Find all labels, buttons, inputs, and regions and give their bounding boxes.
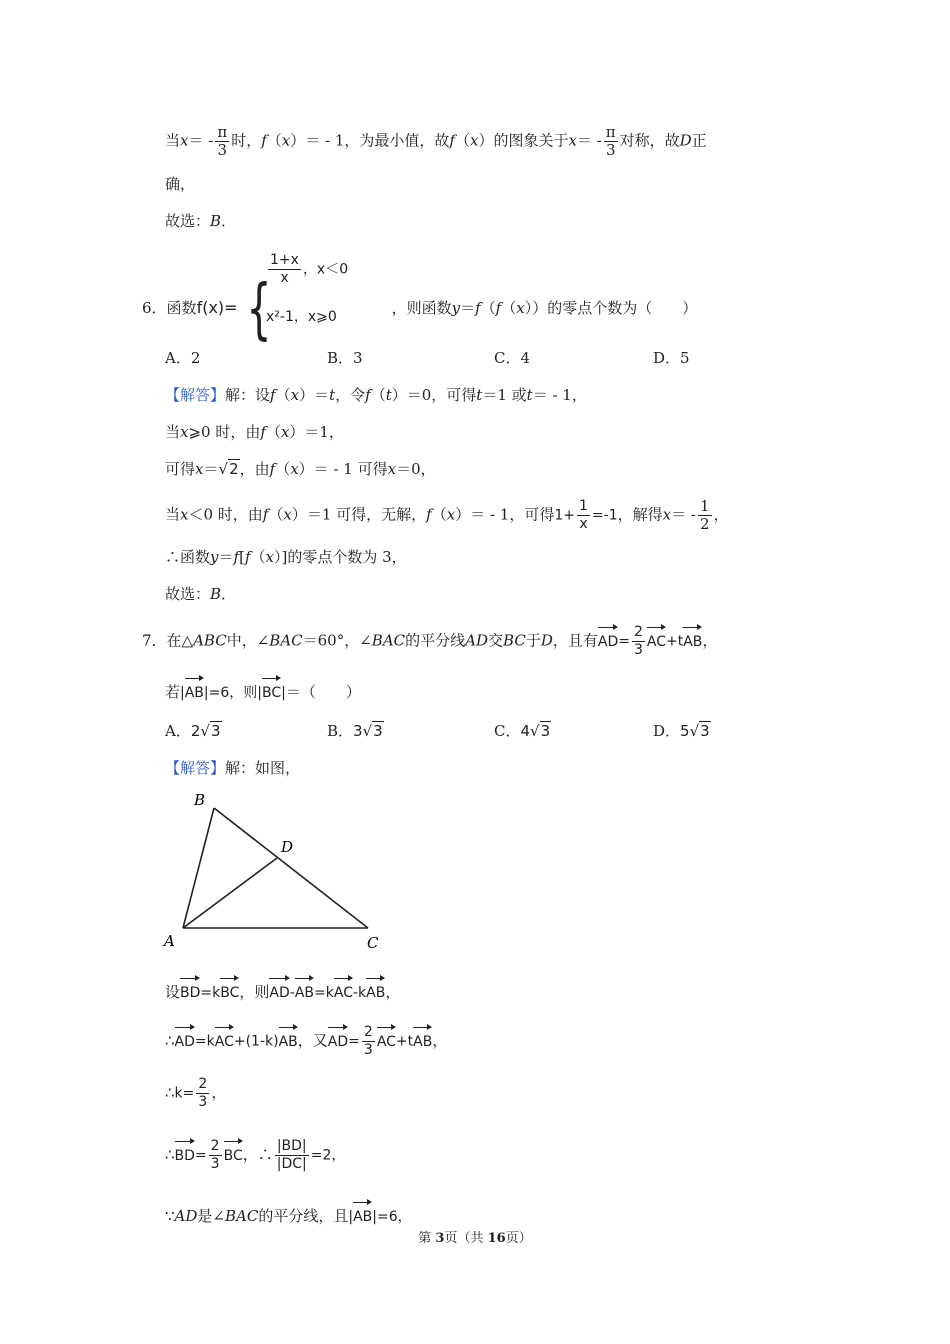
p7-option-c: C．4√3 <box>494 722 551 740</box>
p7-sol-4 <box>165 1138 345 1173</box>
text: ∴ <box>165 1083 175 1102</box>
text: 的平分线，且 <box>258 1207 349 1225</box>
text: ，且有 <box>552 631 598 650</box>
angle-name: BAC <box>269 631 303 650</box>
text: 第 <box>418 1231 436 1246</box>
text: 解：如图， <box>225 759 301 777</box>
denominator: |DC| <box>276 1156 307 1172</box>
text: （ <box>250 548 266 566</box>
var-f: f <box>449 131 455 150</box>
equation-part: +(1-k) <box>233 1033 279 1050</box>
text: ⩾0 时，由 <box>188 423 261 441</box>
text: ＝ <box>460 299 476 317</box>
text: （ <box>268 505 284 524</box>
text: 若 <box>165 683 181 701</box>
vector-ad: AD <box>175 1025 195 1054</box>
vector-bc: BC <box>262 676 281 705</box>
var-x: x <box>180 131 189 150</box>
numerator: 2 <box>210 1138 220 1154</box>
vector-bc: BC <box>224 1139 243 1168</box>
p7-sol-5: ∵AD是∠BAC的平分线，且|AB|=6， <box>165 1200 412 1229</box>
text: ＝0， <box>396 460 436 478</box>
p6-option-c: C．4 <box>494 349 531 367</box>
p6-answer <box>165 582 236 606</box>
text: ）]的零点个数为 3， <box>273 548 407 566</box>
answer-letter: B <box>210 585 222 603</box>
text: ）＝ - 1，为最小值，故 <box>290 131 450 150</box>
label-a: A <box>164 932 175 950</box>
segment-name: AD <box>465 631 489 650</box>
denominator: 3 <box>633 642 643 658</box>
p7-option-d: D．5√3 <box>653 722 710 740</box>
text: 当 <box>165 505 181 524</box>
p5-line-1 <box>165 124 707 159</box>
text: ∴ <box>165 1031 175 1050</box>
var-D: D <box>679 131 692 150</box>
denominator: x <box>280 270 289 286</box>
vector-ab: AB <box>366 976 385 1005</box>
text: 设 <box>165 983 181 1001</box>
vector-ab: AB <box>295 976 314 1005</box>
question-number: 6． <box>142 299 167 317</box>
fraction-bd-over-dc <box>275 1138 309 1173</box>
side-ab <box>183 808 214 928</box>
text: ． <box>221 212 237 230</box>
vector-ab: AB <box>683 625 702 654</box>
text: ）＝0，可得 <box>391 386 477 404</box>
text: 页（共 <box>444 1231 488 1246</box>
vector-ab: AB <box>185 676 204 705</box>
var-t: t <box>476 386 483 404</box>
numerator: 1 <box>579 498 588 514</box>
brace-icon: { <box>245 270 272 347</box>
denominator: 3 <box>198 1094 208 1110</box>
coef: 5 <box>680 722 690 740</box>
label-d: D <box>281 838 294 856</box>
p7-option-a: A．2√3 <box>165 722 221 740</box>
p6-sol-5: ∴函数y＝f[f（x）]的零点个数为 3， <box>165 548 407 566</box>
p7-sol-1 <box>165 976 400 1005</box>
p6-sol-2: 当x⩾0 时，由f（x）＝1， <box>165 423 344 441</box>
option-label: A． <box>165 722 191 740</box>
text: ＝60°，∠ <box>302 631 372 650</box>
coef: 3 <box>353 722 363 740</box>
side-bc <box>214 808 368 928</box>
function-label: f(x)= <box>196 298 238 317</box>
vector-bd: BD <box>175 1139 195 1168</box>
segment-name: BC <box>503 631 526 650</box>
p6-sol-3: 可得x＝√2，由f（x）＝ - 1 可得x＝0， <box>165 460 436 478</box>
answer-letter: B <box>210 212 222 230</box>
p6-option-b: B．3 <box>327 349 363 367</box>
equation-part: -k <box>352 985 367 1001</box>
text: 时， <box>231 131 262 150</box>
equation-part: +t <box>666 633 684 650</box>
p5-answer <box>165 209 236 233</box>
text: （ <box>454 131 470 150</box>
triangle-name: ABC <box>193 631 227 650</box>
denominator: 3 <box>605 141 616 159</box>
text: ）的图象关于 <box>478 131 569 150</box>
numerator: |BD| <box>276 1138 307 1154</box>
text: ，∴ <box>242 1145 273 1164</box>
coef: 2 <box>190 722 201 740</box>
vector-ac: AC <box>377 1025 396 1054</box>
radicand: 3 <box>373 722 383 740</box>
radicand: 3 <box>700 722 710 740</box>
var-x: x <box>281 131 291 150</box>
equation-part: =6， <box>376 1209 412 1225</box>
text: ＝ - 1， <box>532 386 587 404</box>
p7-option-b: B．3√3 <box>327 722 383 740</box>
p7-sol-intro <box>165 756 300 780</box>
option-label: C． <box>494 722 521 740</box>
var-y: y <box>210 548 219 566</box>
text: ， <box>211 1083 227 1102</box>
point-name: D <box>540 631 553 650</box>
p6-option-a: A．2 <box>165 349 201 367</box>
text: ，令 <box>335 386 366 404</box>
text: ． <box>221 585 237 603</box>
text: ＝ - <box>576 131 602 150</box>
text: ，则 <box>239 983 270 1001</box>
vector-ab: AB <box>279 1025 298 1054</box>
numerator: 2 <box>198 1076 208 1092</box>
equation-part: k= <box>174 1085 195 1102</box>
var-f: f <box>261 131 267 150</box>
p7-sol-2 <box>165 1024 447 1059</box>
equals: = <box>618 633 630 650</box>
label-c: C <box>367 934 379 952</box>
vector-ac: AC <box>215 1025 234 1054</box>
text: ）＝ - 1 可得 <box>298 460 388 478</box>
p5-line-2: 确， <box>165 175 196 193</box>
equation-part: - <box>289 985 295 1001</box>
coef: 4 <box>520 722 531 740</box>
solution-tag: 【解答】 <box>165 386 226 404</box>
vector-ab: AB <box>353 1200 372 1229</box>
text: 故选： <box>165 585 211 603</box>
fraction-2-over-3 <box>632 624 645 659</box>
fraction-2-over-3 <box>209 1138 222 1173</box>
numerator: 2 <box>633 624 643 640</box>
numerator: 1+x <box>270 252 299 268</box>
text: ）＝ - 1，可得 <box>455 505 555 524</box>
text: ， <box>702 631 718 650</box>
numerator: π <box>217 123 228 141</box>
text: ））的零点个数为（ ） <box>524 299 698 317</box>
var-x: x <box>469 131 479 150</box>
text: ∴函数 <box>165 548 211 566</box>
p6-option-d: D．5 <box>653 349 690 367</box>
text: （ <box>501 299 517 317</box>
fraction-pi-over-3 <box>215 124 229 159</box>
denominator: 3 <box>363 1042 373 1058</box>
denominator: 3 <box>217 141 228 159</box>
var-t: t <box>385 386 392 404</box>
text: ）＝1， <box>289 423 344 441</box>
question-number: 7． <box>142 631 167 650</box>
text: 当 <box>165 131 181 150</box>
text: （ <box>265 423 281 441</box>
vector-ac: AC <box>647 625 666 654</box>
page-number: 3 <box>435 1231 445 1246</box>
label-b: B <box>194 791 206 809</box>
fraction-pi-over-3 <box>604 124 618 159</box>
text: 解：设 <box>225 386 271 404</box>
text: 的平分线 <box>405 631 466 650</box>
segment-ad <box>183 858 277 928</box>
p6-stem: 6．函数f(x)= { ，则函数y＝f（f（x））的零点个数为（ ） <box>142 270 698 347</box>
p6-sol-1: 【解答】解：设f（x）＝t，令f（t）＝0，可得t＝1 或t＝ - 1， <box>165 386 587 404</box>
text: 故选： <box>165 212 211 230</box>
equation-part: = <box>348 1033 360 1050</box>
text: 交 <box>488 631 504 650</box>
text: 页） <box>505 1231 532 1246</box>
text: 在△ <box>166 631 194 650</box>
denominator: 2 <box>699 515 710 533</box>
vector-ad: AD <box>328 1025 348 1054</box>
p7-sol-3 <box>165 1076 226 1111</box>
denominator: x <box>579 516 588 532</box>
vector-bc: BC <box>220 976 239 1005</box>
condition: ，x＜0 <box>302 261 349 278</box>
vector-ad: AD <box>598 625 618 654</box>
text: （ <box>480 299 496 317</box>
text: ，解得 <box>617 505 663 524</box>
angle-name: BAC <box>224 1207 259 1225</box>
text: 于 <box>525 631 541 650</box>
vector-ac: AC <box>334 976 353 1005</box>
text: [ <box>239 548 245 566</box>
text: ）＝ <box>299 386 330 404</box>
text: ，又 <box>297 1031 328 1050</box>
fraction-1-over-2 <box>698 498 712 533</box>
numerator: 1 <box>699 497 710 515</box>
text: ＝（ ） <box>285 683 361 701</box>
segment-name: AD <box>174 1207 198 1225</box>
option-label: B． <box>327 722 354 740</box>
text: ∵ <box>165 1207 175 1225</box>
case-1 <box>266 252 348 287</box>
radicand: 3 <box>210 722 221 740</box>
var-x: x <box>568 131 577 150</box>
text: （ <box>370 386 386 404</box>
text: ＝1 或 <box>482 386 527 404</box>
text: ＝ <box>218 548 234 566</box>
var-y: y <box>451 299 461 317</box>
text: 中，∠ <box>226 631 270 650</box>
fraction-1px-over-x <box>268 252 301 287</box>
text: 可得 <box>165 460 196 478</box>
triangle-figure <box>160 788 390 958</box>
equation-part: =k <box>314 985 334 1001</box>
p6-sol-4: 当x＜0 时，由f（x）＝1 可得，无解，f（x）＝ - 1，可得1+ $\frac{1}{x}$ =-1，解得x＝ - $\frac{1}{2}$ ， <box>165 497 729 533</box>
case-2: x²-1，x⩾0 <box>266 309 337 325</box>
text: 正 <box>691 131 707 150</box>
text: 当 <box>165 423 181 441</box>
radicand: 3 <box>540 722 551 740</box>
text: 是∠ <box>197 1207 225 1225</box>
text: ＝ <box>203 460 219 478</box>
var-t: t <box>329 386 336 404</box>
fraction-2-over-3 <box>196 1076 209 1111</box>
text: ＝ - <box>671 505 696 524</box>
equation-part: =2， <box>310 1147 346 1164</box>
vector-ab: AB <box>413 1025 432 1054</box>
angle-name: BAC <box>371 631 406 650</box>
option-label: D． <box>653 722 681 740</box>
text: ）＝1 可得，无解， <box>291 505 427 524</box>
text: ，则函数 <box>391 299 452 317</box>
numerator: 2 <box>363 1024 373 1040</box>
text: 函数 <box>166 299 197 317</box>
text: ，由 <box>239 460 270 478</box>
text: （ <box>275 460 291 478</box>
equation-part: =-1 <box>591 507 618 524</box>
text: ， <box>385 983 401 1001</box>
text: ， <box>432 1031 448 1050</box>
p7-stem-2: 若|AB|=6，则|BC|＝（ ） <box>165 676 361 705</box>
solution-tag: 【解答】 <box>165 759 226 777</box>
equation-part: =k <box>200 985 221 1001</box>
vector-ad: AD <box>269 976 289 1005</box>
page-total: 16 <box>487 1231 506 1246</box>
var-t: t <box>526 386 533 404</box>
text: ∴ <box>165 1145 175 1164</box>
text: （ <box>275 386 291 404</box>
radicand: 2 <box>229 460 239 478</box>
p7-stem-1 <box>142 624 717 659</box>
text: ＝ - <box>188 131 214 150</box>
text: ， <box>713 505 729 524</box>
denominator: 3 <box>210 1156 220 1172</box>
equation-part: =k <box>194 1033 215 1050</box>
text: ＜0 时，由 <box>188 505 263 524</box>
equation-part: +t <box>395 1033 414 1050</box>
page-footer <box>0 1227 950 1246</box>
text: （ <box>266 131 282 150</box>
text: 对称，故 <box>619 131 680 150</box>
text: （ <box>431 505 447 524</box>
numerator: π <box>605 123 616 141</box>
fraction-2-over-3 <box>362 1024 375 1059</box>
fraction-1-over-x <box>577 498 590 533</box>
sqrt-2: √2 <box>218 460 239 478</box>
vector-bd: BD <box>180 976 200 1005</box>
equation-part: = <box>194 1147 207 1164</box>
equation-part: 1+ <box>554 507 575 524</box>
equation-part: =6，则 <box>208 685 258 701</box>
